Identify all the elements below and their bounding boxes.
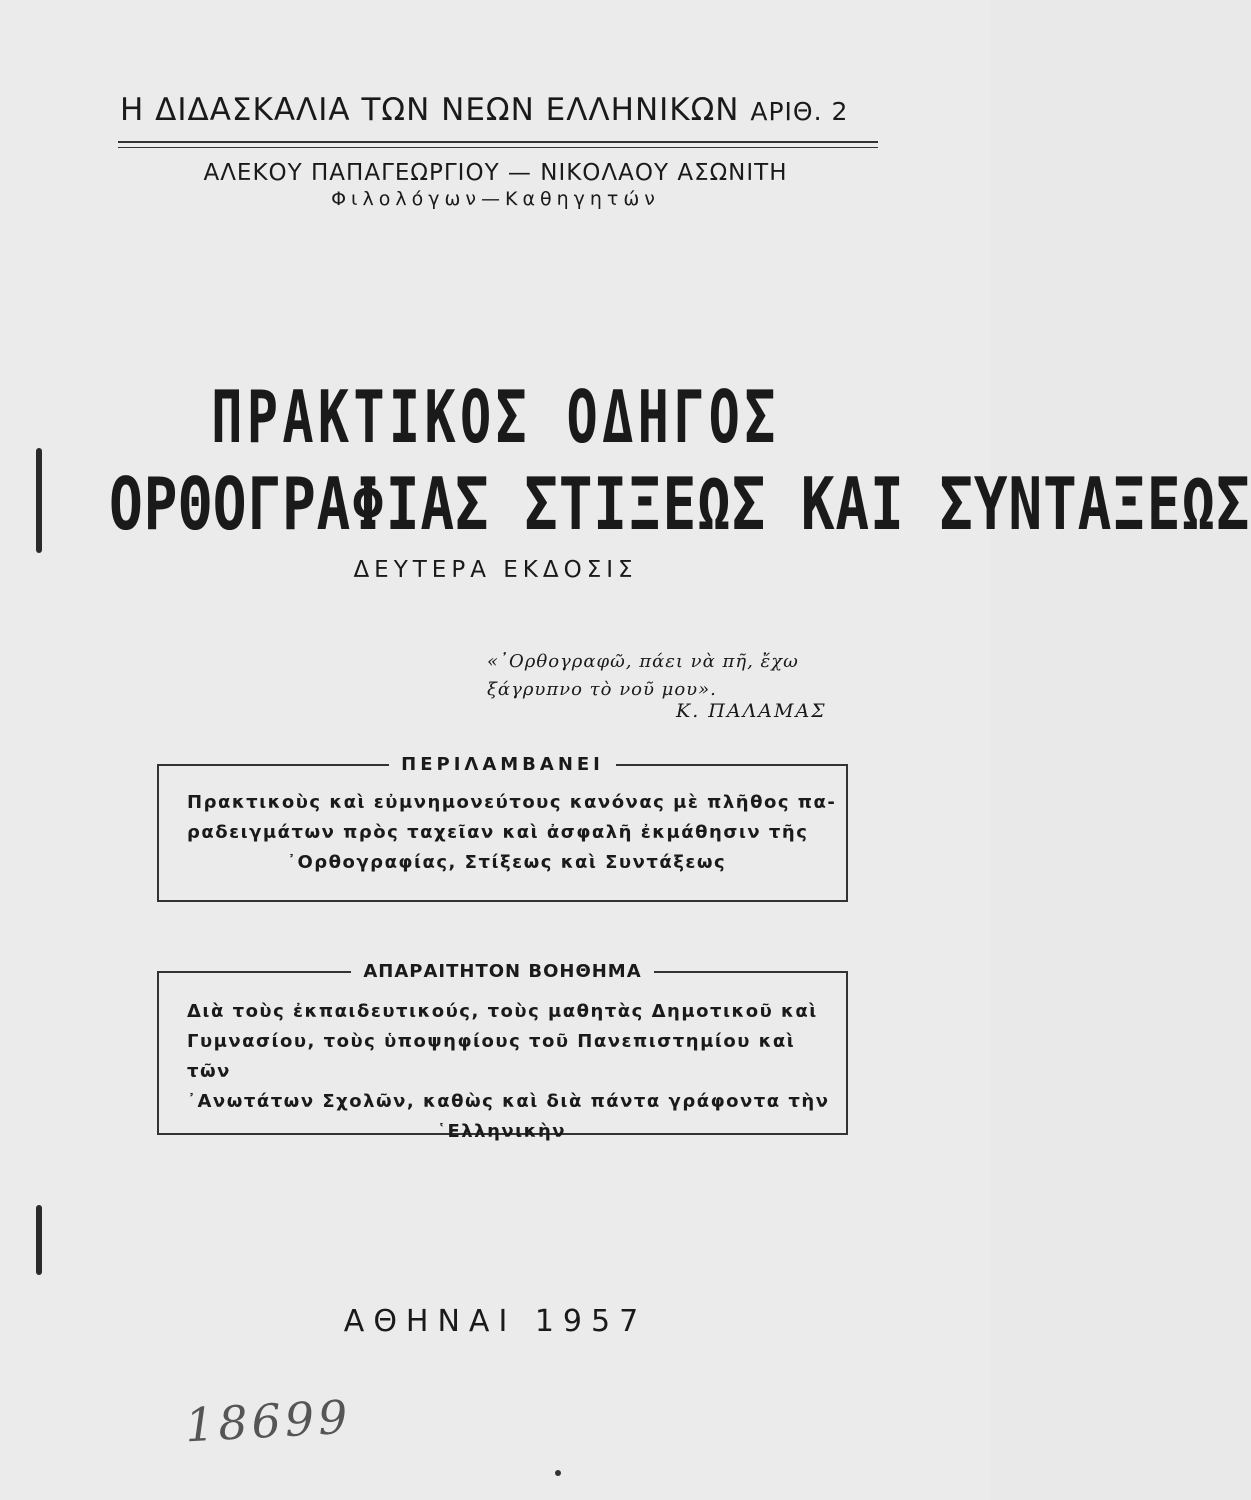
series-title bbox=[120, 92, 880, 128]
header-line bbox=[157, 764, 389, 766]
book-title-line2: ΟΡΘΟΓΡΑΦΙΑΣ ΣΤΙΞΕΩΣ ΚΑΙ ΣΥΝΤΑΞΕΩΣ bbox=[109, 462, 1251, 546]
header-rule bbox=[118, 141, 878, 143]
contents-text bbox=[187, 788, 837, 878]
contents-line: ᾿Ορθογραφίας, Στίξεως καὶ Συντάξεως bbox=[287, 852, 727, 873]
contents-line: ραδειγμάτων πρὸς ταχεῖαν καὶ ἀσφαλῆ ἐκμάθησιν τῆς bbox=[187, 822, 809, 843]
epigraph-line: ξάγρυπνο τὸ νοῦ μου». bbox=[487, 679, 717, 700]
aid-heading: ΑΠΑΡΑΙΤΗΤΟΝ ΒΟΗΘΗΜΑ bbox=[363, 961, 642, 982]
contents-box-header bbox=[157, 754, 848, 775]
header-line bbox=[654, 971, 848, 973]
aid-line: ῾Ελληνικὴν bbox=[437, 1121, 567, 1142]
aid-line: Διὰ τοὺς ἐκπαιδευτικούς, τοὺς μαθητὰς Δημοτικοῦ καὶ bbox=[187, 1001, 818, 1022]
epigraph-author: Κ. ΠΑΛΑΜΑΣ bbox=[676, 700, 827, 722]
book-title-line1: ΠΡΑΚΤΙΚΟΣ ΟΔΗΓΟΣ bbox=[211, 375, 780, 459]
aid-text bbox=[187, 997, 837, 1147]
header-line bbox=[157, 971, 351, 973]
series-title-text: Η ΔΙΔΑΣΚΑΛΙΑ ΤΩΝ ΝΕΩΝ ΕΛΛΗΝΙΚΩΝ bbox=[120, 92, 740, 128]
binding-staple-bottom bbox=[36, 1205, 42, 1275]
authors-role: Φιλολόγων—Καθηγητών bbox=[331, 188, 660, 210]
epigraph bbox=[487, 648, 799, 704]
header-line bbox=[616, 764, 848, 766]
binding-staple-top bbox=[36, 448, 42, 553]
contents-line: Πρακτικοὺς καὶ εὐμνημονεύτους κανόνας μὲ πλῆθος πα- bbox=[187, 792, 837, 813]
aid-line: ᾿Ανωτάτων Σχολῶν, καθὼς καὶ διὰ πάντα γράφοντα τὴν bbox=[187, 1091, 830, 1112]
place-year: ΑΘΗΝΑΙ 1957 bbox=[343, 1304, 648, 1339]
edition: ΔΕΥΤΕΡΑ ΕΚΔΟΣΙΣ bbox=[353, 557, 638, 583]
authors: ΑΛΕΚΟΥ ΠΑΠΑΓΕΩΡΓΙΟΥ — ΝΙΚΟΛΑΟΥ ΑΣΩΝΙΤΗ bbox=[203, 160, 788, 186]
speck bbox=[555, 1470, 561, 1476]
header-rule-thin bbox=[118, 147, 878, 148]
epigraph-line: «᾿Ορθογραφῶ, πάει νὰ πῆ, ἔχω bbox=[487, 651, 799, 672]
contents-heading: ΠΕΡΙΛΑΜΒΑΝΕΙ bbox=[401, 754, 604, 775]
handwritten-number: 18699 bbox=[183, 1389, 353, 1453]
aid-line: Γυμνασίου, τοὺς ὑποψηφίους τοῦ Πανεπιστημίου καὶ τῶν bbox=[187, 1031, 796, 1082]
aid-box-header bbox=[157, 961, 848, 982]
series-number: ΑΡΙΘ. 2 bbox=[750, 97, 849, 126]
